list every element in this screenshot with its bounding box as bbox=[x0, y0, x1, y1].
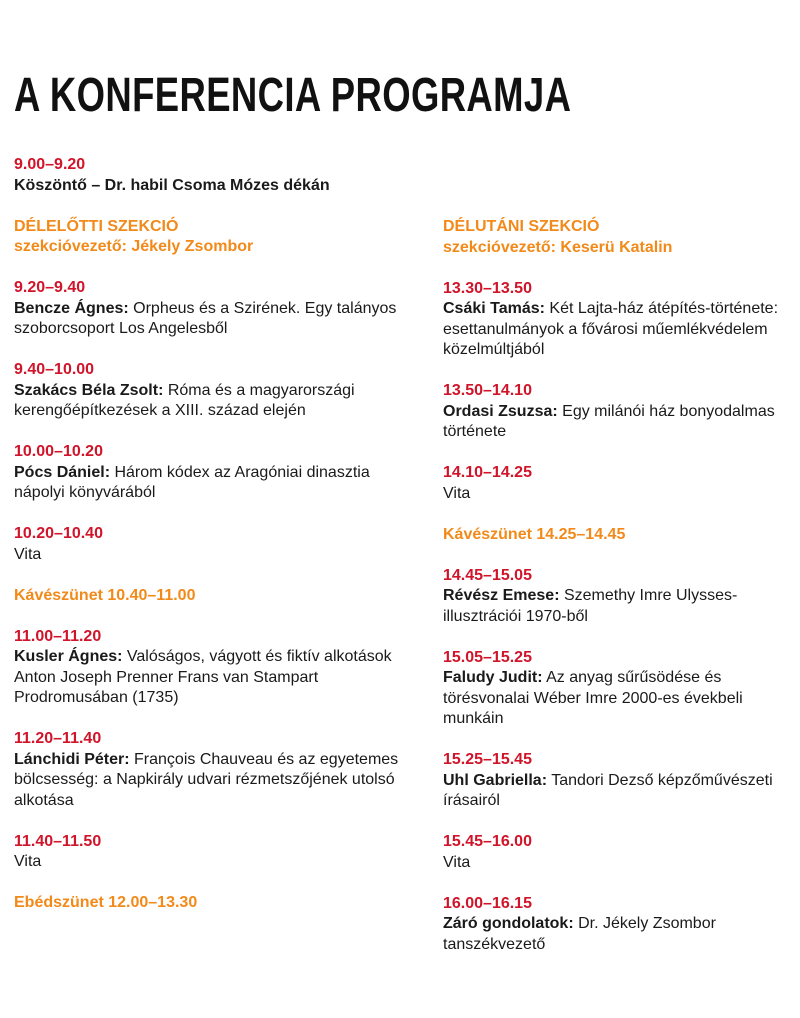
entry-time: 11.20–11.40 bbox=[14, 730, 102, 747]
entry-text bbox=[14, 647, 424, 709]
entry-speaker: Faludy Judit: bbox=[443, 669, 543, 686]
section-chair: szekcióvezető: Keserü Katalin bbox=[443, 238, 673, 256]
section-title: DÉLELŐTTI SZEKCIÓ bbox=[14, 217, 179, 235]
entry-title: Az anyag sűrűsödése és törésvonalai Wéber Imre 2000-es évekbeli munkáin bbox=[443, 669, 743, 727]
entry-time: 9.20–9.40 bbox=[14, 279, 86, 296]
program-entry bbox=[443, 279, 793, 361]
program-entry bbox=[14, 442, 424, 504]
section-chair: szekcióvezető: Jékely Zsombor bbox=[14, 238, 254, 255]
entry-text bbox=[14, 750, 424, 812]
section-title: DÉLUTÁNI SZEKCIÓ bbox=[443, 218, 600, 235]
entry-text bbox=[443, 771, 793, 812]
entry-text bbox=[443, 586, 793, 627]
morning-section-header bbox=[14, 217, 424, 258]
entry-title: Valóságos, vágyott és fiktív alkotások Anton Joseph Prenner Frans van Stampart Prodromusában (1735) bbox=[14, 648, 392, 706]
entry-time: 14.45–15.05 bbox=[443, 566, 532, 584]
program-entry bbox=[14, 360, 424, 422]
program-entry bbox=[443, 648, 793, 730]
entry-speaker: Bencze Ágnes: bbox=[14, 299, 129, 317]
break-label: Ebédszünet 12.00–13.30 bbox=[14, 894, 198, 911]
entry-text bbox=[443, 914, 793, 955]
entry-title: Két Lajta-ház átépítés-története: esettanulmányok a fővárosi műemlékvédelem közelmúltjából bbox=[443, 300, 779, 358]
opening-entry bbox=[14, 155, 424, 196]
entry-title: Szemethy Imre Ulysses-illusztrációi 1970-ből bbox=[443, 587, 738, 625]
entry-time: 9.40–10.00 bbox=[14, 361, 95, 378]
discussion-entry bbox=[14, 832, 424, 873]
entry-time: 15.05–15.25 bbox=[443, 648, 532, 666]
entry-speaker: Záró gondolatok: bbox=[443, 915, 574, 932]
entry-speaker: Révész Emese: bbox=[443, 587, 560, 604]
program-entry bbox=[14, 729, 424, 811]
entry-text: Vita bbox=[443, 853, 471, 871]
entry-title: Róma és a magyarországi kerengőépítkezések a XIII. század elején bbox=[14, 381, 355, 419]
entry-time: 11.40–11.50 bbox=[14, 832, 102, 850]
entry-speaker: Ordasi Zsuzsa: bbox=[443, 402, 558, 420]
program-entry bbox=[443, 750, 793, 812]
entry-speaker: Szakács Béla Zsolt: bbox=[14, 381, 164, 399]
morning-column bbox=[14, 155, 424, 914]
discussion-entry bbox=[443, 463, 793, 504]
entry-text bbox=[443, 668, 793, 730]
entry-title: Tandori Dezső képzőművészeti írásairól bbox=[443, 771, 773, 809]
entry-speaker: Lánchidi Péter: bbox=[14, 750, 130, 768]
discussion-entry bbox=[14, 524, 424, 565]
entry-speaker: Uhl Gabriella: bbox=[443, 771, 548, 789]
program-entry bbox=[14, 627, 424, 709]
afternoon-section-header bbox=[443, 217, 793, 258]
entry-text bbox=[14, 381, 424, 422]
entry-time: 11.00–11.20 bbox=[14, 627, 102, 645]
entry-speaker: Csáki Tamás: bbox=[443, 300, 545, 317]
entry-title: François Chauveau és az egyetemes bölcsesség: a Napkirály udvari rézmetszőjének utolsó alkotása bbox=[14, 750, 399, 809]
entry-title: Orpheus és a Szirének. Egy talányos szoborcsoport Los Angelesből bbox=[14, 299, 397, 337]
break-label: Kávészünet 10.40–11.00 bbox=[14, 586, 196, 604]
break-label: Kávészünet 14.25–14.45 bbox=[443, 525, 626, 543]
entry-time: 10.20–10.40 bbox=[14, 525, 103, 542]
program-entry bbox=[443, 894, 793, 956]
entry-text: Vita bbox=[14, 853, 42, 870]
entry-title: Három kódex az Aragóniai dinasztia nápolyi könyvárából bbox=[14, 463, 370, 501]
entry-text: Vita bbox=[14, 545, 42, 563]
entry-time: 13.30–13.50 bbox=[443, 279, 532, 297]
entry-text: Vita bbox=[443, 484, 471, 502]
program-entry bbox=[14, 278, 424, 340]
entry-time: 14.10–14.25 bbox=[443, 464, 532, 481]
entry-time: 15.25–15.45 bbox=[443, 751, 532, 768]
program-entry bbox=[443, 566, 793, 628]
entry-time: 15.45–16.00 bbox=[443, 833, 532, 850]
entry-speaker: Pócs Dániel: bbox=[14, 463, 111, 481]
entry-title: Dr. Jékely Zsombor tanszékvezető bbox=[443, 915, 716, 953]
coffee-break bbox=[443, 525, 793, 546]
entry-time: 9.00–9.20 bbox=[14, 156, 86, 173]
entry-time: 13.50–14.10 bbox=[443, 382, 532, 399]
entry-text bbox=[14, 463, 424, 504]
afternoon-column bbox=[443, 217, 793, 955]
entry-text bbox=[14, 299, 424, 340]
program-entry bbox=[443, 381, 793, 443]
entry-text bbox=[443, 402, 793, 443]
page-title: A KONFERENCIA PROGRAMJA bbox=[14, 69, 572, 122]
entry-text: Köszöntő – Dr. habil Csoma Mózes dékán bbox=[14, 176, 330, 194]
entry-time: 10.00–10.20 bbox=[14, 443, 103, 460]
entry-speaker: Kusler Ágnes: bbox=[14, 648, 123, 665]
entry-text bbox=[443, 299, 793, 361]
lunch-break bbox=[14, 893, 424, 914]
coffee-break bbox=[14, 586, 424, 607]
entry-time: 16.00–16.15 bbox=[443, 894, 532, 912]
discussion-entry bbox=[443, 832, 793, 873]
entry-title: Egy milánói ház bonyodalmas története bbox=[443, 402, 775, 440]
